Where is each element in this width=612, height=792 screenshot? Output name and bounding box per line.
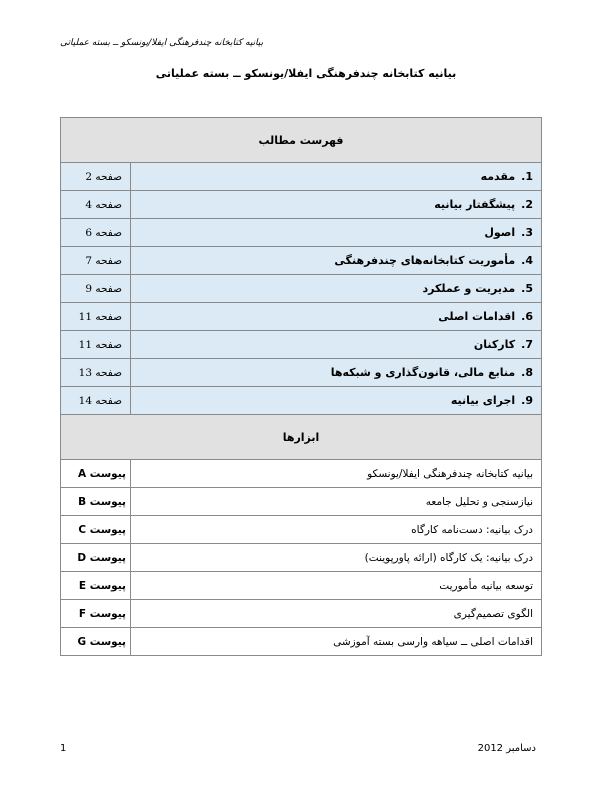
appendix-row[interactable] [61,600,542,628]
toc-page: صفحه 11 [61,331,131,359]
appendix-title[interactable]: نیازسنجی و تحلیل جامعه [131,488,542,516]
toc-page: صفحه 7 [61,247,131,275]
toc-entry[interactable] [131,163,542,191]
toc-page: صفحه 4 [61,191,131,219]
toc-number: 5. [521,282,533,295]
contents-table [60,117,542,656]
toc-number: 9. [521,394,533,407]
toc-page: صفحه 14 [61,387,131,415]
toc-row[interactable] [61,247,542,275]
appendix-title[interactable]: توسعه بیانیه مأموریت [131,572,542,600]
toc-title: مأموریت کتابخانه‌های چندفرهنگی [334,254,516,267]
toc-number: 2. [521,198,533,211]
toc-title: اصول [484,226,516,239]
toc-title: مدیریت و عملکرد [422,282,516,295]
toc-row[interactable] [61,331,542,359]
appendix-row[interactable] [61,572,542,600]
page-number: 1 [60,743,67,754]
appendix-row[interactable] [61,460,542,488]
appendix-row[interactable] [61,488,542,516]
toc-page: صفحه 9 [61,275,131,303]
toc-entry[interactable] [131,331,542,359]
document-title: بیانیه کتابخانه چندفرهنگی ایفلا/یونسکو ــ بسته عملیاتی [155,67,457,80]
toc-number: 4. [521,254,533,267]
toc-page: صفحه 11 [61,303,131,331]
toc-row[interactable] [61,275,542,303]
toc-row[interactable] [61,359,542,387]
appendix-title[interactable]: الگوی تصمیم‌گیری [131,600,542,628]
toc-entry[interactable] [131,387,542,415]
toc-entry[interactable] [131,359,542,387]
appendix-label: پیوست G [61,628,131,656]
toc-row[interactable] [61,191,542,219]
appendix-title[interactable]: بیانیه کتابخانه چندفرهنگی ایفلا/یونسکو [131,460,542,488]
appendix-row[interactable] [61,516,542,544]
appendix-row[interactable] [61,544,542,572]
toc-title: منابع مالی، قانون‌گذاری و شبکه‌ها [330,366,516,379]
appendix-label: پیوست D [61,544,131,572]
appendix-label: پیوست C [61,516,131,544]
tools-heading: ابزارها [61,415,542,460]
toc-row[interactable] [61,163,542,191]
appendix-label: پیوست F [61,600,131,628]
toc-number: 3. [521,226,533,239]
toc-entry[interactable] [131,219,542,247]
toc-page: صفحه 13 [61,359,131,387]
toc-title: کارکنان [473,338,516,351]
toc-title: مقدمه [480,170,516,183]
toc-heading: فهرست مطالب [61,118,542,163]
toc-row[interactable] [61,303,542,331]
toc-number: 1. [521,170,533,183]
appendix-title[interactable]: اقدامات اصلی ــ سیاهه وارسی بسته آموزشی [131,628,542,656]
toc-page: صفحه 2 [61,163,131,191]
toc-number: 7. [521,338,533,351]
appendix-label: پیوست E [61,572,131,600]
toc-title: اقدامات اصلی [438,310,516,323]
toc-number: 6. [521,310,533,323]
toc-page: صفحه 6 [61,219,131,247]
toc-title: پیشگفتار بیانیه [434,198,516,211]
toc-row[interactable] [61,387,542,415]
appendix-row[interactable] [61,628,542,656]
toc-entry[interactable] [131,303,542,331]
appendix-label: پیوست A [61,460,131,488]
running-header: بیانیه کتابخانه چندفرهنگی ایفلا/یونسکو ــ بسته عملیاتی [60,38,264,48]
appendix-title[interactable]: درک بیانیه: دست‌نامه کارگاه [131,516,542,544]
appendix-title[interactable]: درک بیانیه: یک کارگاه (ارائه پاورپوینت) [131,544,542,572]
footer-date: دسامبر 2012 [477,743,536,754]
toc-row[interactable] [61,219,542,247]
appendix-label: پیوست B [61,488,131,516]
toc-title: اجرای بیانیه [450,394,516,407]
toc-entry[interactable] [131,247,542,275]
toc-entry[interactable] [131,191,542,219]
toc-entry[interactable] [131,275,542,303]
toc-number: 8. [521,366,533,379]
